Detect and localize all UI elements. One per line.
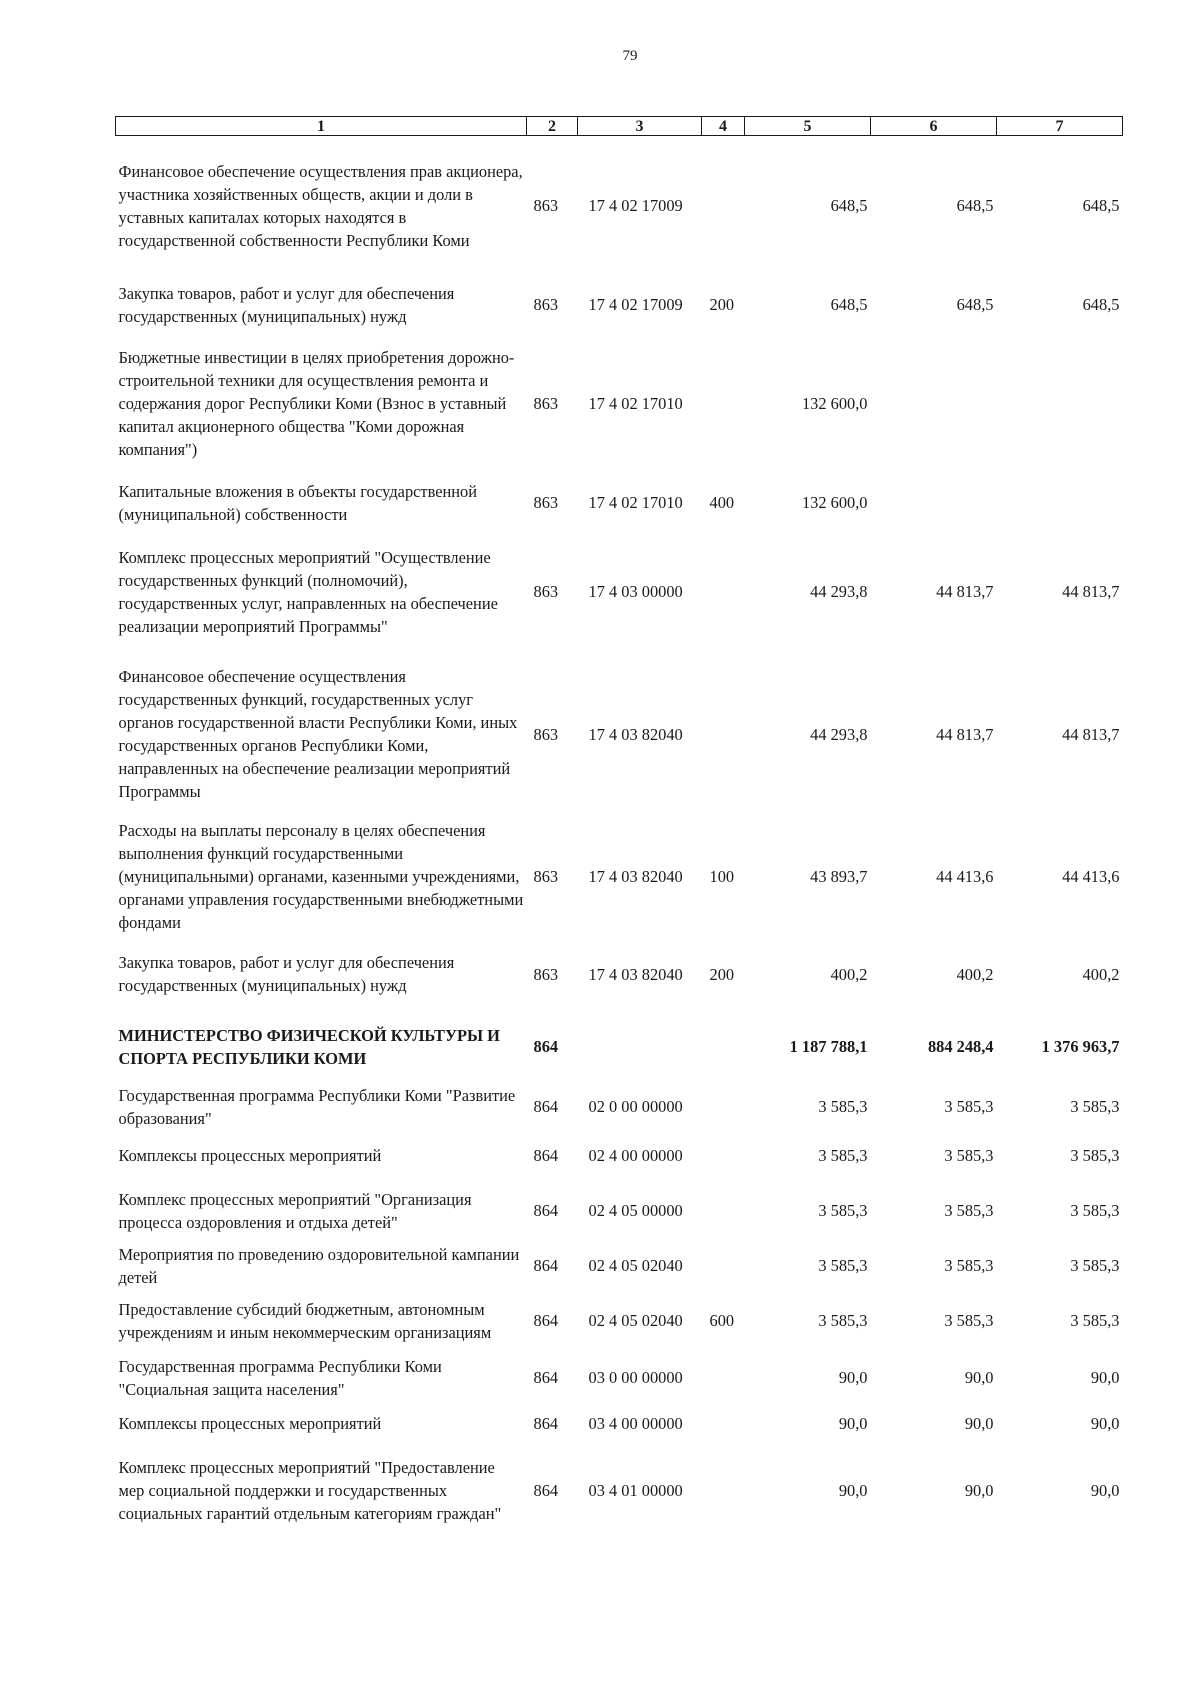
- row-name-cell: Мероприятия по проведению оздоровительной кампании детей: [118, 1244, 520, 1287]
- row-name-cell: Закупка товаров, работ и услуг для обеспечения государственных (муниципальных) нужд: [118, 953, 455, 995]
- header-col-5: 5: [745, 117, 871, 136]
- row-csr-code: 02 0 00 00000: [588, 1097, 683, 1116]
- row-value-year-3: 3 585,3: [1070, 1201, 1120, 1220]
- row-value-year-1: 90,0: [838, 1368, 868, 1387]
- row-vr-code: [702, 1242, 745, 1290]
- row-value-year-1: 3 585,3: [818, 1256, 868, 1275]
- row-vr-code: [702, 652, 745, 817]
- row-value-year-3: 44 813,7: [1062, 724, 1120, 744]
- row-csr-code: 02 4 05 00000: [588, 1201, 683, 1220]
- row-value-year-3: 90,0: [1090, 1481, 1120, 1500]
- row-ga-code: 864: [533, 1414, 559, 1433]
- row-vr-code: 400: [709, 493, 735, 512]
- row-value-year-1: 648,5: [830, 295, 868, 314]
- row-value-year-3: 648,5: [1082, 295, 1120, 314]
- row-value-year-2: 648,5: [956, 295, 994, 314]
- table-header: [116, 117, 1123, 136]
- table-row: [116, 474, 1123, 532]
- row-name-cell: Комплексы процессных мероприятий: [118, 1146, 382, 1165]
- row-csr-code: 02 4 00 00000: [588, 1146, 683, 1165]
- row-value-year-2: 44 813,7: [936, 582, 994, 601]
- row-ga-code: 863: [533, 394, 559, 413]
- table-row: [116, 1180, 1123, 1242]
- table-row: [116, 1290, 1123, 1352]
- table-row: [116, 532, 1123, 652]
- row-value-year-1: 132 600,0: [801, 394, 868, 413]
- row-name-cell: Государственная программа Республики Коми "Развитие образования": [118, 1085, 516, 1128]
- row-ga-code: 863: [533, 295, 559, 314]
- row-value-year-2: 90,0: [964, 1414, 994, 1433]
- row-csr-code: 03 4 01 00000: [588, 1481, 683, 1500]
- row-name-cell: Закупка товаров, работ и услуг для обеспечения государственных (муниципальных) нужд: [118, 283, 455, 326]
- header-col-4: 4: [702, 117, 745, 136]
- row-value-year-2: 90,0: [964, 1368, 994, 1387]
- row-value-year-1: 1 187 788,1: [789, 1037, 868, 1056]
- table-row: [116, 276, 1123, 334]
- row-name-cell: МИНИСТЕРСТВО ФИЗИЧЕСКОЙ КУЛЬТУРЫ И СПОРТА РЕСПУБЛИКИ КОМИ: [118, 1025, 500, 1068]
- row-value-year-1: 90,0: [838, 1414, 868, 1433]
- row-ga-code: 863: [533, 196, 559, 216]
- row-csr-code: 17 4 03 82040: [588, 724, 683, 744]
- row-csr-code: 17 4 02 17010: [588, 493, 683, 512]
- row-ga-code: 864: [533, 1037, 559, 1056]
- budget-table: [115, 116, 1123, 1538]
- header-col-7: 7: [997, 117, 1123, 136]
- row-ga-code: 864: [533, 1201, 559, 1220]
- table-row: [116, 136, 1123, 276]
- row-value-year-3: 90,0: [1090, 1414, 1120, 1433]
- row-name-cell: Комплекс процессных мероприятий "Предоставление мер социальной поддержки и государственных социальных гарантий отдельным категориям граждан": [118, 1458, 502, 1523]
- row-vr-code: [702, 136, 745, 276]
- row-value-year-1: 44 293,8: [810, 724, 868, 744]
- page-number: 79: [622, 48, 638, 64]
- row-vr-code: [702, 334, 745, 474]
- row-value-year-3: [997, 334, 1123, 474]
- row-csr-code: [578, 1012, 702, 1082]
- row-value-year-3: 648,5: [1082, 196, 1120, 216]
- row-csr-code: 03 0 00 00000: [588, 1368, 683, 1387]
- row-name-cell: Комплекс процессных мероприятий "Организация процесса оздоровления и отдыха детей": [118, 1189, 472, 1232]
- row-value-year-3: 44 413,6: [1062, 867, 1120, 886]
- row-name-cell: Комплекс процессных мероприятий "Осуществление государственных функций (полномочий), государственных услуг, направленных на обеспечение реализации мероприятий Программы": [118, 547, 498, 636]
- row-ga-code: 863: [533, 493, 559, 512]
- row-csr-code: 17 4 03 00000: [588, 582, 683, 601]
- row-ga-code: 864: [533, 1368, 559, 1387]
- row-value-year-3: 400,2: [1082, 964, 1120, 984]
- row-ga-code: 863: [533, 867, 559, 886]
- row-csr-code: 17 4 02 17009: [588, 295, 683, 314]
- row-value-year-1: 400,2: [830, 964, 868, 984]
- row-ga-code: 863: [533, 964, 559, 984]
- row-value-year-3: 3 585,3: [1070, 1146, 1120, 1165]
- row-value-year-3: 1 376 963,7: [1041, 1037, 1120, 1056]
- row-csr-code: 03 4 00 00000: [588, 1414, 683, 1433]
- row-value-year-1: 3 585,3: [818, 1097, 868, 1116]
- row-value-year-2: 3 585,3: [944, 1311, 994, 1330]
- row-name-cell: Бюджетные инвестиции в целях приобретения дорожно-строительной техники для осуществления ремонта и содержания дорог Республики Коми (Взнос в уставный капитал акционерного общества "Коми дорожная компания"): [118, 348, 515, 459]
- row-csr-code: 17 4 02 17010: [588, 394, 683, 413]
- row-value-year-1: 3 585,3: [818, 1201, 868, 1220]
- header-col-3: 3: [578, 117, 702, 136]
- header-col-2: 2: [527, 117, 578, 136]
- table-row: [116, 817, 1123, 937]
- table-row: [116, 1082, 1123, 1132]
- row-vr-code: 600: [709, 1311, 735, 1330]
- row-value-year-3: 44 813,7: [1062, 582, 1120, 601]
- header-col-6: 6: [871, 117, 997, 136]
- row-value-year-2: 3 585,3: [944, 1146, 994, 1165]
- row-value-year-2: 3 585,3: [944, 1097, 994, 1116]
- row-vr-code: [702, 1352, 745, 1404]
- row-vr-code: [702, 1012, 745, 1082]
- row-vr-code: 200: [709, 964, 735, 984]
- row-ga-code: 864: [533, 1256, 559, 1275]
- row-name-cell: Государственная программа Республики Коми "Социальная защита населения": [118, 1356, 442, 1399]
- table-body: [116, 136, 1123, 1538]
- row-vr-code: 100: [709, 867, 735, 886]
- row-ga-code: 863: [533, 724, 559, 744]
- table-row: [116, 1012, 1123, 1082]
- row-value-year-3: 90,0: [1090, 1368, 1120, 1387]
- row-value-year-1: 43 893,7: [810, 867, 868, 886]
- row-vr-code: [702, 532, 745, 652]
- row-value-year-2: 648,5: [956, 196, 994, 216]
- row-value-year-1: 3 585,3: [818, 1311, 868, 1330]
- row-value-year-3: 3 585,3: [1070, 1256, 1120, 1275]
- row-csr-code: 17 4 02 17009: [588, 196, 683, 216]
- table-row: [116, 1242, 1123, 1290]
- row-name-cell: Финансовое обеспечение осуществления прав акционера, участника хозяйственных обществ, акции и доли в уставных капиталах которых находятся в государственной собственности Республики Коми: [118, 161, 523, 250]
- row-name-cell: Капитальные вложения в объекты государственной (муниципальной) собственности: [118, 481, 478, 524]
- row-name-cell: Расходы на выплаты персоналу в целях обеспечения выполнения функций государственными (муниципальными) органами, казенными учреждениями, органами управления государственными внебюджетными фондами: [118, 821, 524, 932]
- row-value-year-3: [997, 474, 1123, 532]
- row-name-cell: Финансовое обеспечение осуществления государственных функций, государственных услуг органов государственной власти Республики Коми, иных государственных органов Республики Коми, направленных на обеспечение реализации мероприятий Программы: [118, 667, 518, 801]
- row-vr-code: [702, 1082, 745, 1132]
- row-value-year-3: 3 585,3: [1070, 1311, 1120, 1330]
- row-value-year-1: 648,5: [830, 196, 868, 216]
- table-row: [116, 652, 1123, 817]
- row-value-year-1: 90,0: [838, 1481, 868, 1500]
- row-name-cell: Комплексы процессных мероприятий: [118, 1414, 382, 1433]
- row-ga-code: 864: [533, 1146, 559, 1165]
- row-csr-code: 02 4 05 02040: [588, 1311, 683, 1330]
- row-vr-code: [702, 1444, 745, 1538]
- row-value-year-2: 44 413,6: [936, 867, 994, 886]
- table-row: [116, 1404, 1123, 1444]
- row-value-year-2: 3 585,3: [944, 1201, 994, 1220]
- row-vr-code: [702, 1404, 745, 1444]
- row-value-year-2: [871, 474, 997, 532]
- row-value-year-1: 44 293,8: [810, 582, 868, 601]
- header-col-1: 1: [116, 117, 527, 136]
- row-value-year-2: 90,0: [964, 1481, 994, 1500]
- row-csr-code: 02 4 05 02040: [588, 1256, 683, 1275]
- table-row: [116, 1352, 1123, 1404]
- row-vr-code: [702, 1180, 745, 1242]
- row-value-year-1: 3 585,3: [818, 1146, 868, 1165]
- table-row: [116, 937, 1123, 1012]
- table-row: [116, 1132, 1123, 1180]
- row-value-year-3: 3 585,3: [1070, 1097, 1120, 1116]
- row-value-year-2: 44 813,7: [936, 724, 994, 744]
- row-csr-code: 17 4 03 82040: [588, 867, 683, 886]
- row-value-year-2: [871, 334, 997, 474]
- row-ga-code: 864: [533, 1311, 559, 1330]
- row-ga-code: 863: [533, 582, 559, 601]
- row-ga-code: 864: [533, 1097, 559, 1116]
- table-row: [116, 1444, 1123, 1538]
- table-row: [116, 334, 1123, 474]
- row-value-year-2: 400,2: [956, 964, 994, 984]
- row-value-year-2: 3 585,3: [944, 1256, 994, 1275]
- row-vr-code: 200: [709, 295, 735, 314]
- row-ga-code: 864: [533, 1481, 559, 1500]
- row-vr-code: [702, 1132, 745, 1180]
- row-value-year-1: 132 600,0: [801, 493, 868, 512]
- row-value-year-2: 884 248,4: [927, 1037, 994, 1056]
- row-csr-code: 17 4 03 82040: [588, 964, 683, 984]
- row-name-cell: Предоставление субсидий бюджетным, автономным учреждениям и иным некоммерческим организациям: [118, 1299, 492, 1342]
